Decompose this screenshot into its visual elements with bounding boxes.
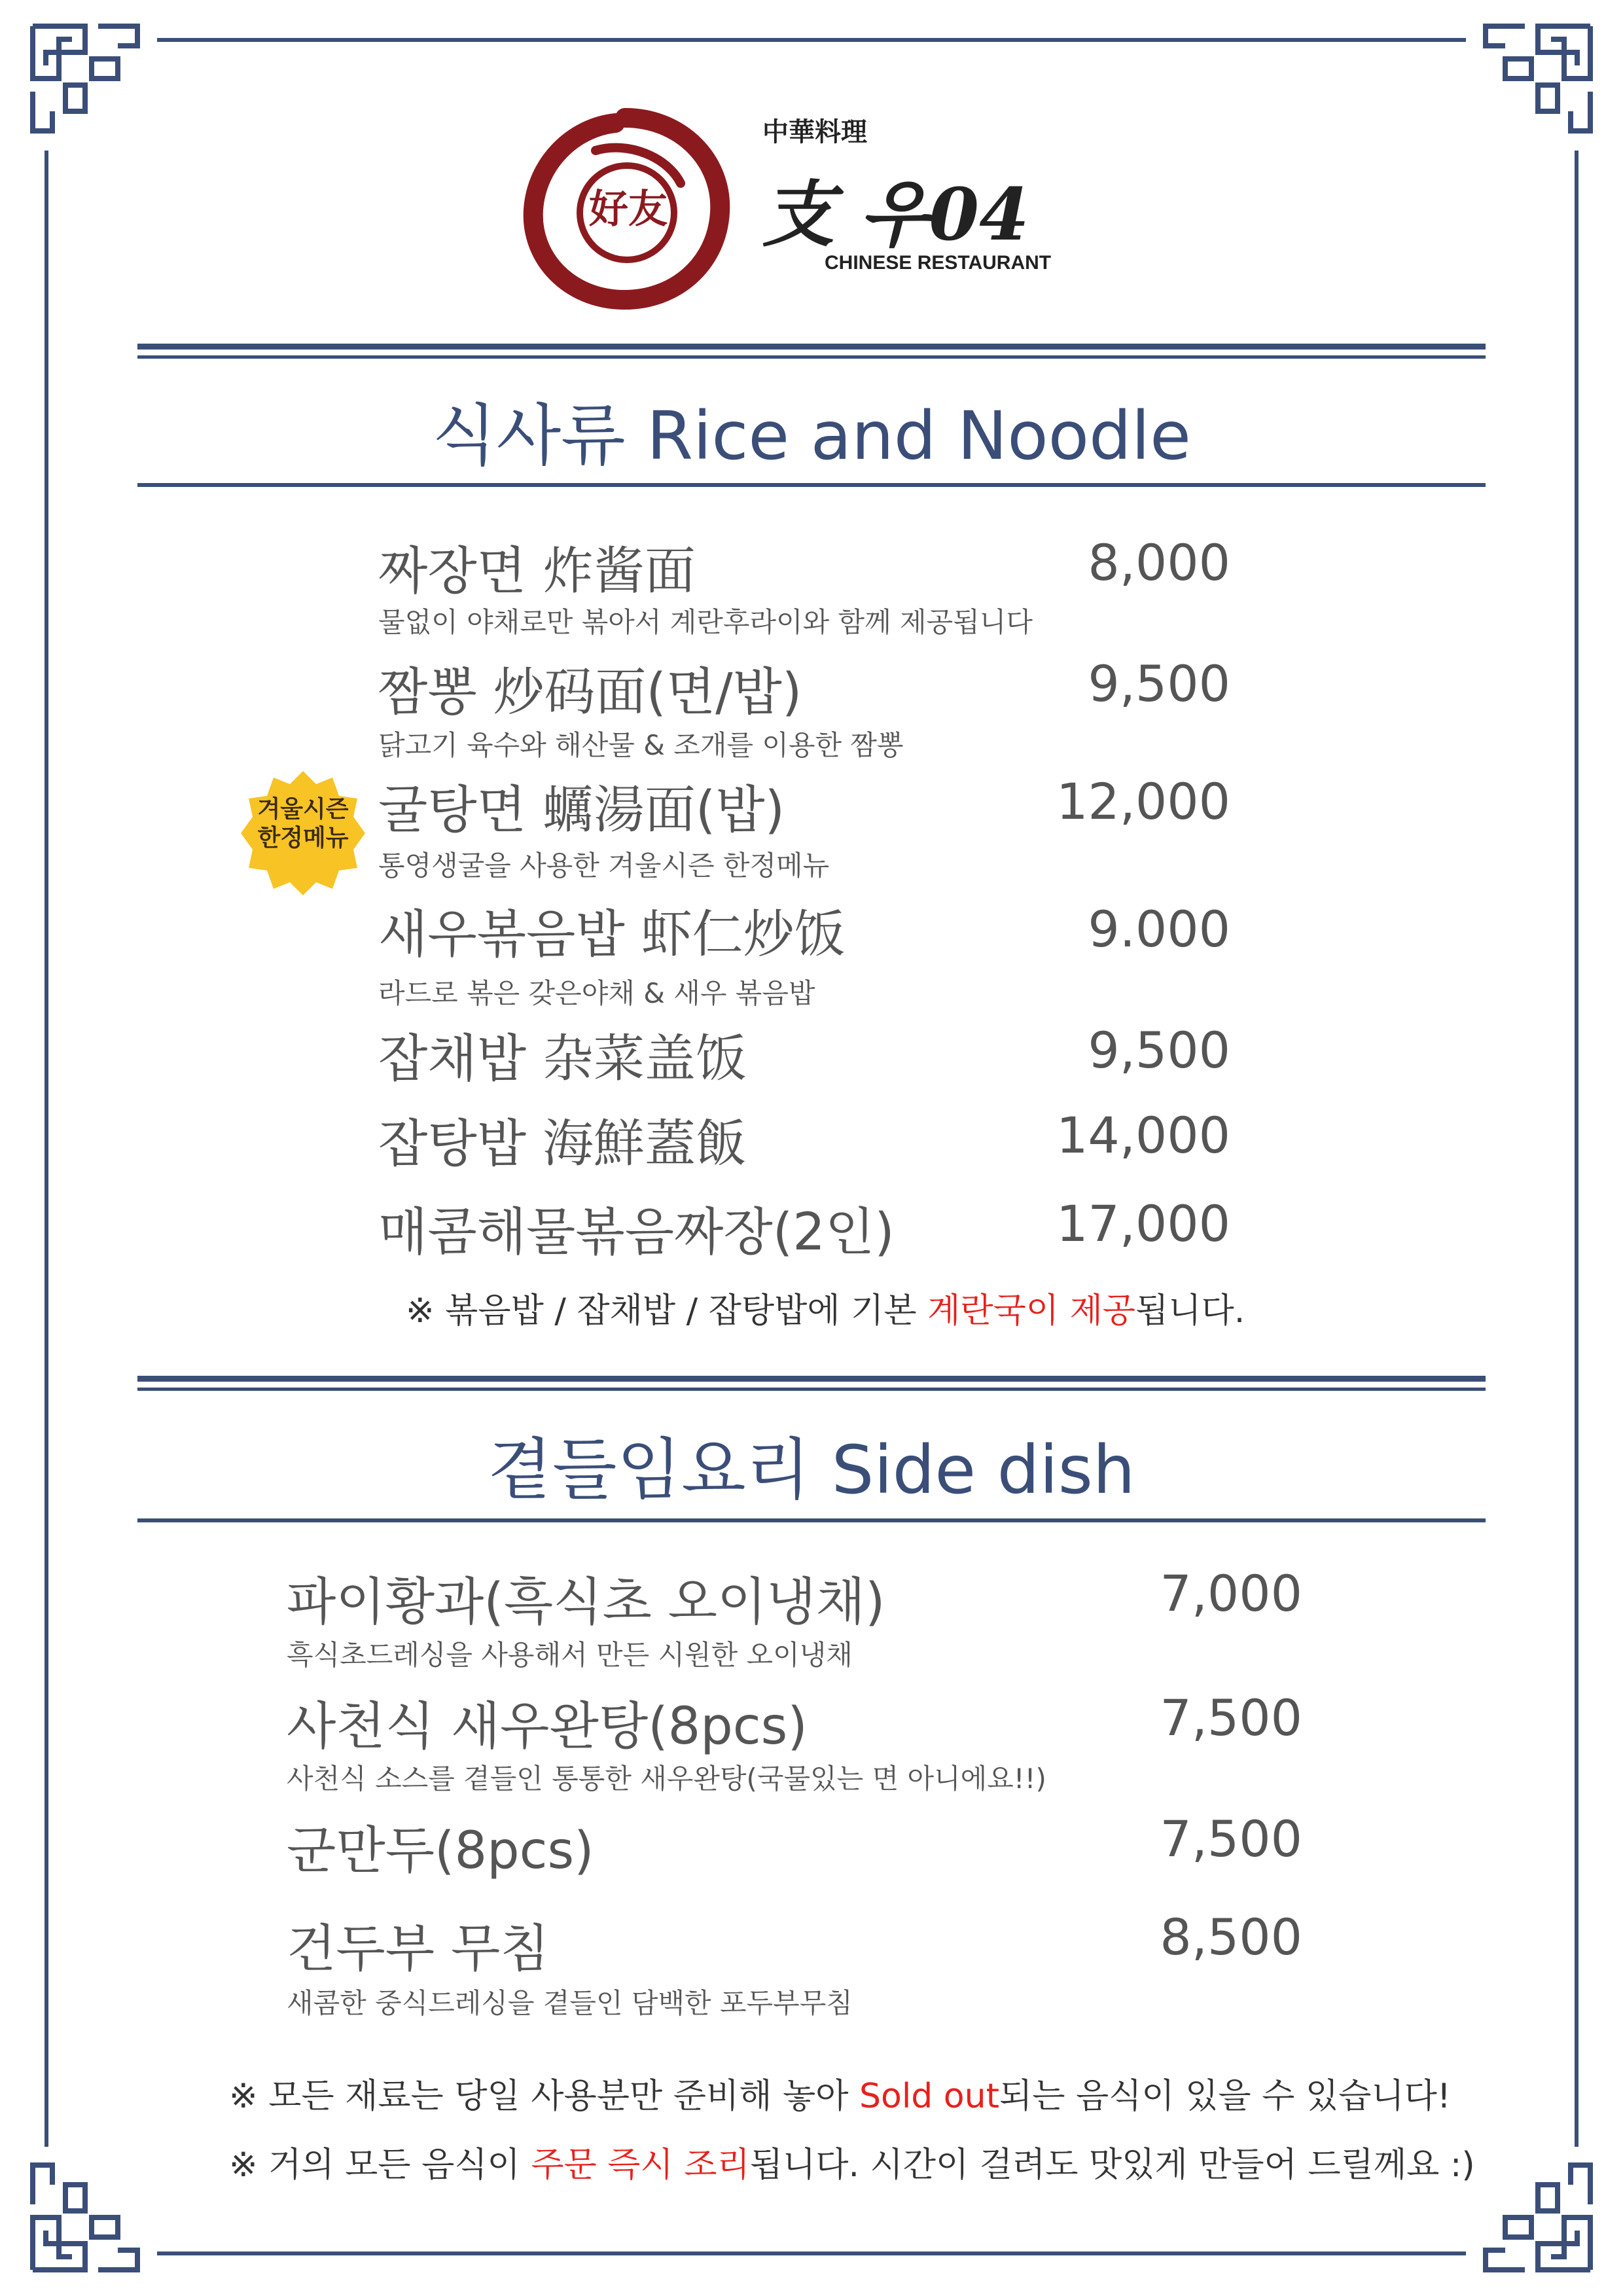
section-title-rice: 식사류 Rice and Noodle bbox=[432, 397, 1191, 475]
menu-item-price: 7,000 bbox=[1160, 1564, 1302, 1623]
corner-ornament-icon bbox=[1479, 2159, 1597, 2276]
frame-left-line bbox=[45, 151, 48, 2147]
menu-item-desc: 흑식초드레싱을 사용해서 만든 시원한 오이냉채 bbox=[287, 1639, 853, 1671]
menu-item-name: 매콤해물볶음짜장(2인) bbox=[378, 1203, 895, 1262]
section-underline bbox=[137, 1518, 1486, 1522]
menu-item-name: 잡채밥 杂菜盖饭 bbox=[378, 1030, 747, 1088]
menu-item-price: 9,500 bbox=[1088, 1021, 1230, 1079]
menu-item-desc: 통영생굴을 사용한 겨울시즌 한정메뉴 bbox=[378, 850, 830, 882]
frame-bottom-line bbox=[157, 2251, 1466, 2255]
menu-item-desc: 물없이 야채로만 볶아서 계란후라이와 함께 제공됩니다 bbox=[378, 606, 1033, 638]
section-divider bbox=[137, 344, 1486, 359]
menu-item-name: 굴탕면 蠣湯面(밥) bbox=[378, 781, 785, 840]
section-underline bbox=[137, 483, 1486, 487]
menu-item-name: 건두부 무침 bbox=[287, 1920, 550, 1979]
menu-item-desc: 라드로 볶은 갖은야채 & 새우 볶음밥 bbox=[378, 977, 815, 1009]
menu-item-price: 17,000 bbox=[1056, 1194, 1230, 1253]
logo-name: 支 우04 bbox=[762, 172, 1029, 257]
menu-item-name: 사천식 새우완탕(8pcs) bbox=[287, 1697, 808, 1756]
rice-note: ※ 볶음밥 / 잡채밥 / 잡탕밥에 기본 계란국이 제공됩니다. bbox=[406, 1291, 1245, 1331]
menu-item-price: 12,000 bbox=[1056, 772, 1230, 831]
logo-english: CHINESE RESTAURANT bbox=[825, 252, 1052, 274]
section-title-side: 곁들임요리 Side dish bbox=[488, 1431, 1135, 1509]
frame-right-line bbox=[1575, 151, 1578, 2147]
section-divider bbox=[137, 1376, 1486, 1391]
corner-ornament-icon bbox=[26, 2159, 144, 2276]
menu-item-price: 7,500 bbox=[1160, 1689, 1302, 1747]
menu-item-desc: 새콤한 중식드레싱을 곁들인 담백한 포두부무침 bbox=[287, 1987, 853, 2019]
footer-note: ※ 거의 모든 음식이 주문 즉시 조리됩니다. 시간이 걸려도 맛있게 만들어 드릴께요 :) bbox=[229, 2145, 1475, 2185]
menu-item-desc: 사천식 소스를 곁들인 통통한 새우완탕(국물있는 면 아니에요!!) bbox=[287, 1763, 1046, 1795]
seal-text: 好友 bbox=[589, 187, 668, 232]
corner-ornament-icon bbox=[1479, 20, 1597, 137]
menu-item-name: 잡탕밥 海鮮蓋飯 bbox=[378, 1115, 747, 1174]
menu-item-price: 9,500 bbox=[1088, 655, 1230, 713]
menu-item-price: 9.000 bbox=[1088, 900, 1230, 958]
corner-ornament-icon bbox=[26, 20, 144, 137]
menu-item-name: 군만두(8pcs) bbox=[287, 1821, 594, 1880]
menu-item-name: 새우볶음밥 虾仁炒饭 bbox=[378, 905, 846, 964]
menu-item-price: 14,000 bbox=[1056, 1106, 1230, 1164]
frame-top-line bbox=[157, 38, 1466, 42]
footer-note: ※ 모든 재료는 당일 사용분만 준비해 놓아 Sold out되는 음식이 있을 수 있습니다! bbox=[229, 2077, 1451, 2116]
restaurant-logo bbox=[510, 98, 1099, 321]
menu-item-desc: 닭고기 육수와 해산물 & 조개를 이용한 짬뽕 bbox=[378, 729, 904, 761]
menu-item-price: 7,500 bbox=[1160, 1810, 1302, 1868]
menu-item-price: 8,000 bbox=[1088, 533, 1230, 592]
menu-item-name: 짬뽕 炒码面(면/밥) bbox=[378, 663, 802, 722]
seasonal-badge-text: 겨울시즌 한정메뉴 bbox=[257, 796, 349, 852]
logo-subtitle-cn: 中華料理 bbox=[762, 117, 867, 147]
menu-item-name: 파이황과(흑식초 오이냉채) bbox=[287, 1573, 885, 1632]
menu-item-name: 짜장면 炸酱面 bbox=[378, 542, 696, 601]
menu-item-price: 8,500 bbox=[1160, 1908, 1302, 1966]
